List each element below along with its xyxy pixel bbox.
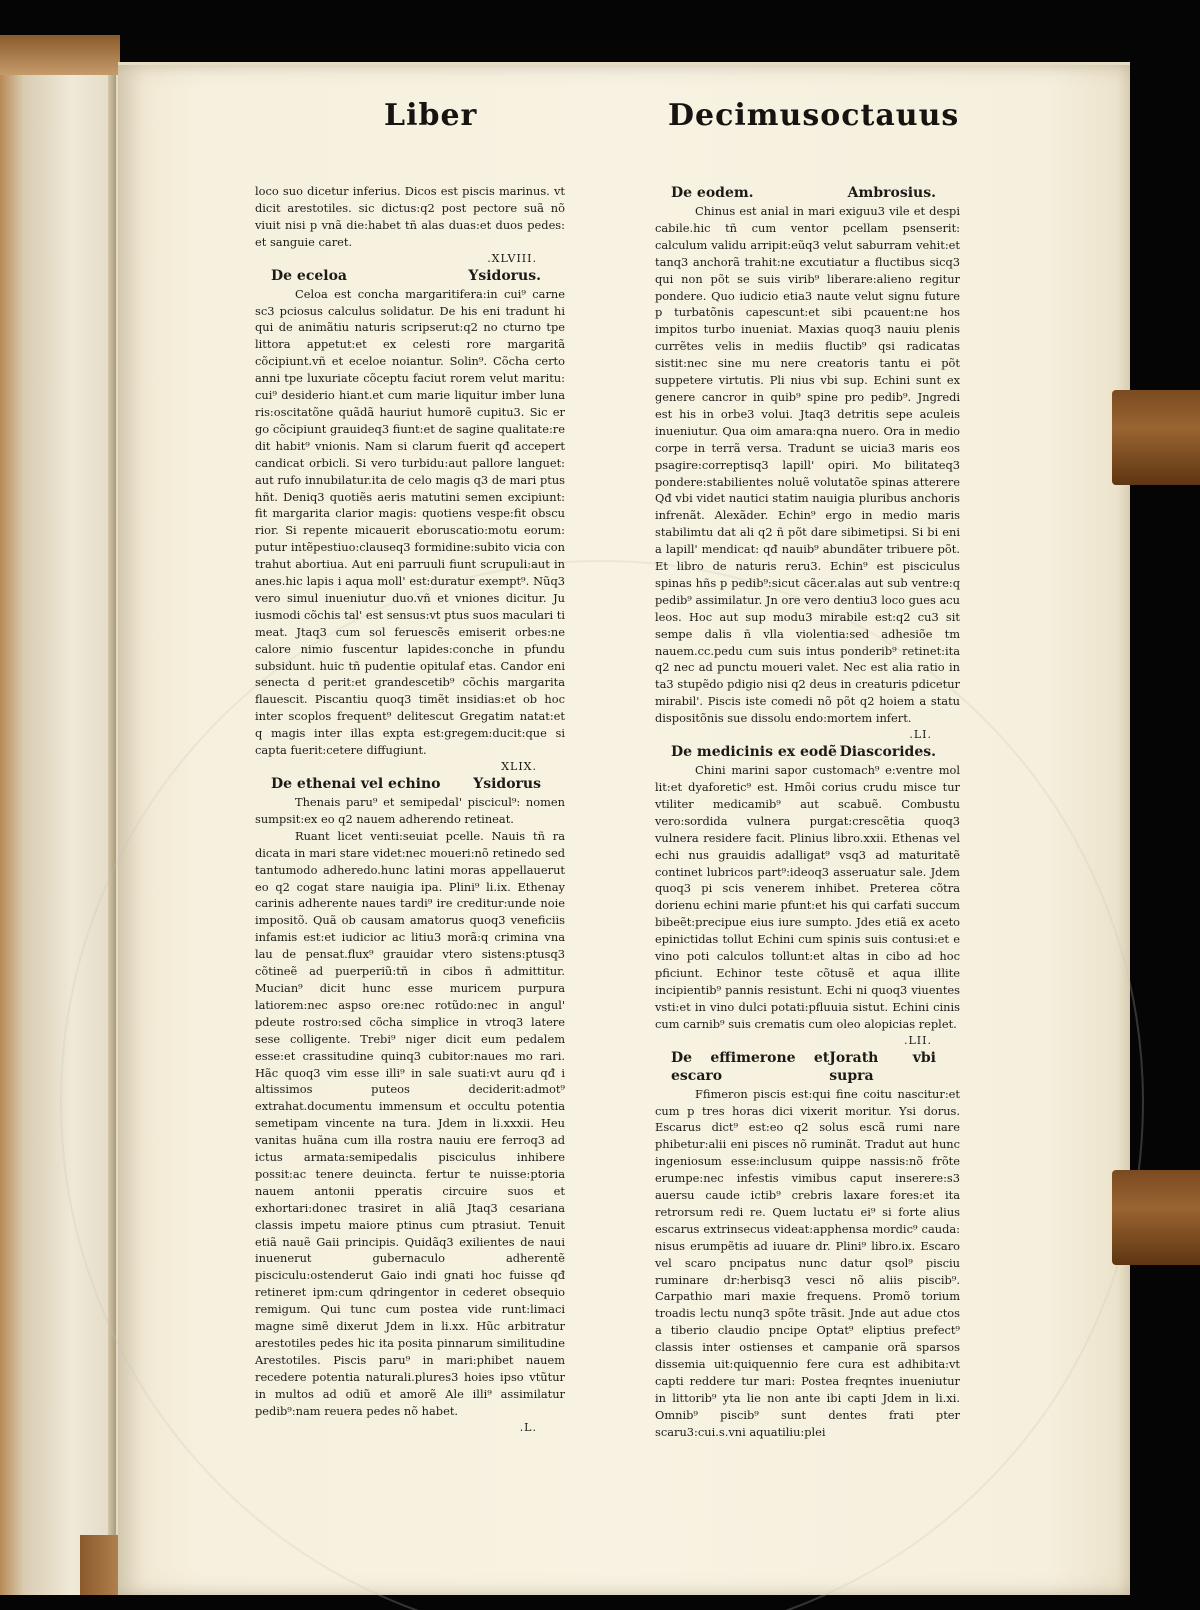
paragraph: Thenais paru⁹ et semipedal' piscicul⁹: nomen sumpsit:ex eo q2 nauem adherendo retineat. bbox=[255, 795, 565, 826]
heading-source: Ysidorus. bbox=[468, 267, 541, 284]
paragraph: Celoa est concha margaritifera:in cui⁹ carne sc3 pciosus calculus solidatur. De his eni tradunt hi qui de animãtiu naturis scripserut:q2 no cturno tpe littora appetut:et ex celesti rore margaritã cõcipiunt.vñ et eceloe noiantur. Solin⁹. Cõcha certo anni tpe luxuriate cõceptu faciut rorem velut maritu: cui⁹ desiderio hiant.et cum marie liquitur imber luna ris:oscitatõne quãdã hauriut humorẽ cupitu3. Sic er go cõcipiunt grauideq3 fiunt:et de sagine qualitate:re dit habit⁹ vnionis. Nam si clarum fuerit qđ accepert candicat orbicli. Si vero turbidu:aut pallore languet: aut rufo innubilatur.ita de celo magis q3 de mari ptus hñt. Deniq3 quotiẽs aeris matutini semen excipiunt: fit margarita clarior magis: quotiens vespe:fit obscu rior. Si repente micauerit eboruscatio:motu eorum: putur intẽpestiuo:clauseq3 formidine:subito vicia con trahut abortiua. Aut eni parruuli fiunt scrupuli:aut in anes.hic lapis i aqua moll' est:duratur exempt⁹. Nũq3 vero simul inueniutur duo.vñ et vniones dicitur. Ju iusmodi cõchis tal' est sensus:vt ptus suos maculari ti meat. Jtaq3 cum sol feruescẽs emiserit orbes:ne calore nimio fuscentur lapides:conche in pfundu subsidunt. huic tñ pudentie opitulaf etas. Candor eni senecta d perit:et grandescetib⁹ cõchis margarita flauescit. Piscantiu quoq3 timẽt insidias:et ob hoc inter scoplos frequent⁹ delitescut Gregatim natat:et q magis inter illas expta est:gregem:ducit:que si capta fuerit:cetere diffugiunt. bbox=[255, 286, 565, 758]
clip-bottom bbox=[1112, 1170, 1200, 1265]
chapter-number: .XLVIII. bbox=[487, 251, 537, 265]
chapter-number: .LI. bbox=[909, 728, 932, 742]
left-page-edge bbox=[0, 35, 120, 1595]
heading-title: De ethenai vel echino bbox=[271, 776, 441, 792]
heading-source: Ambrosius. bbox=[847, 185, 936, 201]
section-heading bbox=[655, 1049, 960, 1085]
paragraph: loco suo dicetur inferius. Dicos est piscis marinus. vt dicit arestotiles. sic dictus:q2 post pectore suã nõ viuit nisi p vnã die:habet tñ alas duas:et duos pedes: et sanguie caret. bbox=[255, 184, 565, 249]
paragraph: Chinus est anial in mari exiguu3 vile et despi cabile.hic tñ cum ventor pcellam psenserit: calculum validu arripit:eũq3 velut saburram vehit:et tanq3 anchorã trahit:ne excutiatur a fluctibus sicq3 qui non põt se suis virib⁹ liberare:alieno regitur pondere. Quo iudicio etia3 naute velut signu future p turbatõnis capescunt:et sibi pcauent:ne hos impitos turbo inueniat. Maxias quoq3 nauiu plenis currẽtes velis in mediis fluctib⁹ qsi radicatas sistit:nec sine mu nere creatoris tantu ei põt suppetere virtutis. Pli nius vbi sup. Echini sunt ex genere cancror in quib⁹ spine pro pedib⁹. Jngredi est his in orbe3 volui. Jtaq3 detritis sepe aculeis inueniutur. Qua oim amara:qna nuero. Ora in medio corpe in terrã versa. Tradunt se uicia3 maris eos psagire:correptisq3 lapill' opiri. Mo bilitateq3 pondere:stabilientes noluẽ volutatõe spinas atterere Qđ vbi videt nautici statim nauigia pluribus anchoris infrenãt. Alexãder. Echin⁹ ergo in medio maris stabilimtu dat ali q2 ñ põt dare sibimetipsi. Si bi eni a lapill' mendicat: qđ nauib⁹ abundãter tribuere põt. Et libro de naturis reru3. Echin⁹ est pisciculus spinas hñs p pedib⁹:sicut cãcer.alas aut sub ventre:q pedib⁹ assimilatur. Jn ore vero dentiu3 loco gues acu leos. Hoc aut sup modu3 mirabile est:q2 cu3 sit sempe dalis ñ vlla violentia:sed adhesiõe tm nauem.cc.pedu cum suis intus ponderib⁹ retinet:ita q2 nec ad punctu moueri valet. Nec est alia ratio in ta3 stupẽdo pdigio nisi q2 deus in creaturis pdicetur mirabil'. Piscis iste comedi nõ põt q2 hoiem a statu dispositõnis sue dissolu endo:mortem infert. bbox=[655, 204, 960, 726]
section-heading bbox=[255, 775, 565, 793]
heading-title: De eodem. bbox=[671, 185, 754, 201]
leather-cover-bottom bbox=[80, 1535, 120, 1595]
section-heading bbox=[255, 267, 565, 285]
heading-title: De medicinis ex eodẽ bbox=[671, 744, 837, 761]
section-heading bbox=[655, 184, 960, 202]
clip-top bbox=[1112, 390, 1200, 485]
heading-source: Diascorides. bbox=[839, 744, 936, 761]
running-head-right: Decimusoctauus bbox=[668, 98, 960, 133]
running-head-left: Liber bbox=[384, 98, 478, 133]
chapter-number: .LII. bbox=[904, 1033, 932, 1047]
paragraph: Chini marini sapor customach⁹ e:ventre mol lit:et dyaforetic⁹ est. Hmõi corius crudu misce tur vtiliter medicamib⁹ aut scabuẽ. Combustu vero:sordida vulnera purgat:crescẽtia quoq3 vulnera residere facit. Plinius libro.xxii. Ethenas vel echi nus grauidis adalligat⁹ vsq3 ad maturitatẽ continet lubricos part⁹:ideoq3 asseruatur sale. Jdem quoq3 pi scis venerem inhibet. Preterea cõtra dorienu echini marie pfunt:et his qui carfati succum bibeẽt:precipue eius iure sumpto. Jdes etiã ex aceto epinictidas tollut Echini cum spinis suis contusi:et e vino poti calculos tollunt:et altas in cibo ad hoc pficiunt. Echinor teste cõtusẽ et aqua illite incipientib⁹ pannis resistunt. Echi ni quoq3 viuentes vsti:et in vino dulci potati:pfluuia sistut. Echini cinis cum carnib⁹ suis crematis cum oleo alopicias replet. bbox=[655, 763, 960, 1031]
leather-cover-top bbox=[0, 35, 120, 75]
section-heading bbox=[655, 743, 960, 761]
heading-title: De effimerone et escaro bbox=[671, 1049, 830, 1084]
heading-source: Jorath vbi supra bbox=[829, 1049, 936, 1084]
right-text-column bbox=[655, 183, 960, 1441]
heading-source: Ysidorus bbox=[473, 776, 541, 792]
chapter-number: XLIX. bbox=[501, 760, 537, 773]
chapter-number: .L. bbox=[519, 1420, 537, 1434]
left-text-column bbox=[255, 183, 565, 1435]
paragraph: Ruant licet venti:seuiat pcelle. Nauis tñ ra dicata in mari stare videt:nec moueri:nõ retinedo sed tantumodo adheredo.hunc latini moras appellauerut eo q2 cogat stare nauigia ipa. Plini⁹ li.ix. Ethenay carinis adherente naues tardi⁹ ire creditur:unde noie impositõ. Quã ob causam amatorus quoq3 veneficiis infamis est:et iudicior ac litiu3 morã:q crimina vna lau de pensat.flux⁹ grauidar vtero sistens:ptusq3 cõtineẽ ad puerperiũ:tñ in cibos ñ admittitur. Mucian⁹ dicit hunc esse muricem purpura latiorem:nec aspso ore:nec rotũdo:nec in angul' pdeute rostro:sed cõcha simplice in vtroq3 latere sese colligente. Trebi⁹ niger dicit eum pedalem esse:et crassitudine quinq3 cubitor:naues mo rari. Hãc quoq3 vim esse illi⁹ in sale suati:vt auru qđ i altissimos puteos deciderit:admot⁹ extrahat.documentu immensum et occultu potentia semetipam vincente na tura. Jdem in li.xxxii. Heu vanitas huãna cum illa rostra nauiu ere ferroq3 ad ictus armata:semipedalis pisciculus inhibere possit:ac tenere deuincta. fertur te nuisse:ptoria nauem antonii pperatis circuire suos et exhortari:donec trasiret in aliã Jtaq3 cesariana classis impetu maiore ptinus cum ptrasiut. Tenuit etiã nauẽ Gaii principis. Quidãq3 exilientes de naui inuenerut gubernaculo adherentẽ pisciculu:ostenderut Gaio indi gnati hoc fuisse qđ retineret ipm:cum qdringentor in cederet obsequio remigum. Qui tunc cum postea vide runt:limaci magne simẽ dixerut Jdem in li.xx. Hũc arbitratur arestotiles pedes hic ita posita pinnarum similitudine Arestotiles. Piscis paru⁹ in mari:phibet nauem recedere potentia naturali.plures3 hoies ipso vtũtur in multos ad odiũ et amorẽ Ale illi⁹ assimilatur pedib⁹:nam reuera pedes nõ habet. bbox=[255, 828, 565, 1418]
heading-title: De eceloa bbox=[271, 267, 347, 284]
paragraph: Ffimeron piscis est:qui fine coitu nascitur:et cum p tres horas dici vixerit moritur. Ysi dorus. Escarus dict⁹ est:eo q2 solus escã rumi nare phibetur:alii eni pisces nõ ruminãt. Tradut aut hunc ingeniosum esse:inclusum quippe nassis:nõ frõte erumpe:nec infestis vimibus caput inserere:s3 auersu caude ictib⁹ crebris laxare fores:et ita retrorsum redi re. Quem luctatu ei⁹ si forte alius escarus extrinsecus videat:apphensa mordic⁹ cauda: nisus erumpẽtis ad iuuare dr. Plini⁹ libro.ix. Escaro vel scaro pncipatus nunc datur qsol⁹ pisciu ruminare dr:herbisq3 vesci nõ aliis piscib⁹. Carpathio mari maxie frequens. Promõ torium troadis lectu nunq3 spõte trãsit. Jnde aut adue ctos a tiberio claudio pncipe Optat⁹ eliptius prefect⁹ classis inter ostienses et campanie orã sparsos dissemia uit:quiquennio fere cura est adhibita:vt capti reddere tur mari: Postea freqntes inueniutur in littorib⁹ yta lie non ante ibi capti Jdem in li.xi. Omnib⁹ piscib⁹ sunt dentes frati pter scaru3:cui.s.vni aquatiliu:plei bbox=[655, 1086, 960, 1439]
